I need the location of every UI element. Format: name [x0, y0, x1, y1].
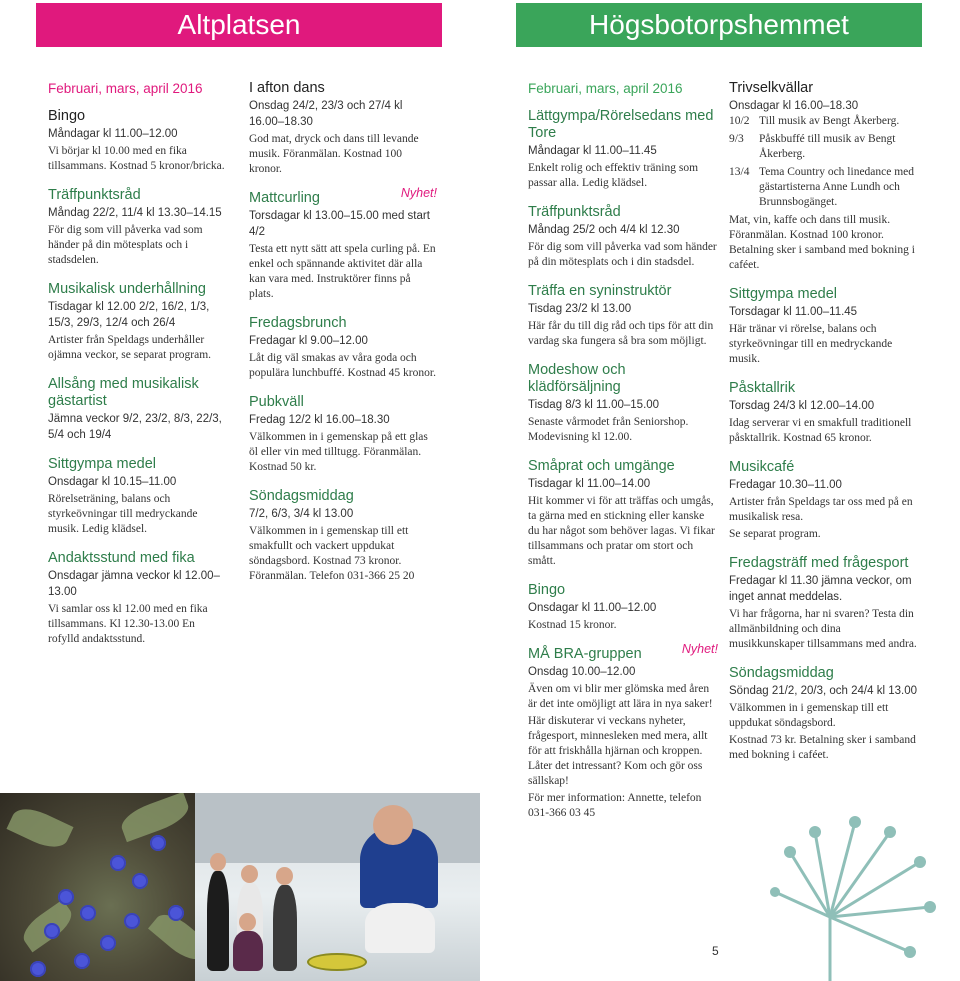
activity-desc: Testa ett nytt sätt att spela curling på. En enkel och spännande aktivitet där alla kan vara med. Instruktörer finns på plats. — [249, 243, 436, 300]
activity-desc: Välkommen in i gemenskap till ett uppdukat söndagsbord. — [729, 702, 889, 729]
activity-ma-bra-gruppen — [528, 642, 718, 821]
activity-title: Fredagsbrunch — [249, 315, 347, 331]
activity-contact: För mer information: Annette, telefon 031-366 03 45 — [528, 792, 702, 819]
activity-title: Bingo — [48, 108, 86, 124]
activity-title: Träffpunktsråd — [528, 204, 621, 220]
activity-title-text: Mattcurling — [249, 190, 320, 206]
banner-altplatsen: Altplatsen — [36, 3, 442, 47]
activity-pubkvall — [249, 394, 437, 475]
activity-desc: Enkelt rolig och effektiv träning som passar alla. Ledig klädsel. — [528, 162, 699, 189]
activity-time: Tisdagar kl 12.00 2/2, 16/2, 1/3, 15/3, 29/3, 12/4 och 26/4 — [48, 301, 210, 329]
activity-desc: Även om vi blir mer glömska med åren är det inte omöjligt att lära in nya saker! — [528, 683, 713, 710]
activity-desc-2: Se separat program. — [729, 528, 821, 540]
activity-smaprat — [528, 458, 718, 569]
period-heading: Februari, mars, april 2016 — [48, 81, 203, 96]
activity-desc: Vi har frågorna, har ni svaren? Testa din allmänbildning och dina musikkunskaper tillsammans med andra. — [729, 608, 917, 650]
activity-title: Pubkväll — [249, 394, 304, 410]
activity-allsang — [48, 376, 226, 443]
activity-title: Modeshow och klädförsäljning — [528, 362, 626, 395]
activity-trivselkvallar — [729, 80, 919, 273]
page-number: 5 — [712, 944, 719, 958]
activity-traffpunktsrad — [528, 204, 718, 270]
activity-modeshow — [528, 362, 718, 445]
activity-time: Fredag 12/2 kl 16.00–18.30 — [249, 414, 390, 426]
activity-desc: Här får du till dig råd och tips för att din vardag ska fungera så bra som möjligt. — [528, 320, 714, 347]
activity-desc: Kostnad 15 kronor. — [528, 619, 617, 631]
nyhet-badge: Nyhet! — [400, 186, 437, 200]
activity-time: 7/2, 6/3, 3/4 kl 13.00 — [249, 508, 354, 520]
activity-bingo — [48, 108, 226, 174]
activity-title: Allsång med musikalisk gästartist — [48, 376, 199, 409]
photo-blue-anemones — [0, 793, 222, 981]
dandelion-decoration — [770, 812, 940, 981]
activity-desc: Rörelseträning, balans och styrkeövningar till medryckande musik. Ledig klädsel. — [48, 493, 198, 535]
activity-time: Onsdagar kl 10.15–11.00 — [48, 476, 177, 488]
activity-desc: Senaste vårmodet från Seniorshop. Modevisning kl 12.00. — [528, 416, 689, 443]
activity-title — [249, 186, 437, 207]
activity-title: Träffpunktsråd — [48, 187, 141, 203]
activity-title-text: MÅ BRA-gruppen — [528, 646, 642, 662]
activity-time: Måndagar kl 11.00–12.00 — [48, 128, 178, 140]
activity-title: Påsktallrik — [729, 380, 796, 396]
activity-bingo — [528, 582, 718, 633]
schedule-date: 13/4 — [729, 166, 750, 178]
photo-mattcurling — [195, 793, 480, 981]
activity-desc: Mat, vin, kaffe och dans till musik. Föranmälan. Kostnad 100 kronor. Betalning sker i samband med bokning i caféet. — [729, 214, 915, 271]
activity-musikalisk-underhallning — [48, 281, 226, 363]
activity-desc: Vi börjar kl 10.00 med en fika tillsammans. Kostnad 5 kronor/bricka. — [48, 145, 225, 172]
schedule-text: Tema Country och linedance med gästartisterna Anne Lundh och Brunnsbogänget. — [759, 166, 915, 208]
activity-desc: Idag serverar vi en smakfull traditionell påsktallrik. Kostnad 65 kronor. — [729, 417, 912, 444]
activity-title: Bingo — [528, 582, 566, 598]
banner-hogsbotorpshemmet: Högsbotorpshemmet — [516, 3, 922, 47]
activity-lattgympa — [528, 108, 718, 191]
activity-musikcafe — [729, 459, 919, 542]
activity-desc: Välkommen in i gemenskap på ett glas öl eller vin med tilltugg. Föranmälan. Kostnad 50 kr. — [249, 431, 428, 473]
activity-title: Söndagsmiddag — [249, 488, 354, 504]
schedule-date: 9/3 — [729, 133, 744, 145]
activity-mattcurling — [249, 186, 437, 302]
activity-title — [528, 642, 718, 663]
activity-time: Tisdag 23/2 kl 13.00 — [528, 303, 632, 315]
period-heading: Februari, mars, april 2016 — [528, 81, 683, 96]
activity-time: Fredagar kl 11.30 jämna veckor, om inget annat meddelas. — [729, 575, 912, 603]
activity-fredagstraff — [729, 555, 919, 652]
activity-desc: Hit kommer vi för att träffas och umgås, ta gärna med en stickning eller kanske du har något som behöver lagas. Vi fikar tillsammans och pratar om stort och smått. — [528, 495, 715, 567]
curling-stone — [307, 953, 367, 971]
activity-time: Måndagar kl 11.00–11.45 — [528, 145, 657, 157]
activity-desc: För dig som vill påverka vad som händer på din mötesplats och i stadsdelen. — [48, 224, 203, 266]
activity-pasktallrik — [729, 380, 919, 446]
activity-title: Sittgympa medel — [729, 286, 837, 302]
activity-desc: Vi samlar oss kl 12.00 med en fika tillsammans. Kl 12.30-13.00 En rofylld andaktsstund. — [48, 603, 208, 645]
activity-sittgympa — [48, 456, 226, 537]
activity-time: Fredagar 10.30–11.00 — [729, 479, 842, 491]
activity-time: Tisdag 8/3 kl 11.00–15.00 — [528, 399, 660, 411]
activity-time: Onsdagar kl 16.00–18.30 — [729, 100, 859, 112]
activity-i-afton-dans — [249, 80, 437, 177]
activity-desc: Artister från Speldags underhåller ojämna veckor, se separat program. — [48, 334, 212, 361]
activity-desc-2: Kostnad 73 kr. Betalning sker i samband med bokning i caféet. — [729, 734, 916, 761]
activity-time: Onsdag 10.00–12.00 — [528, 666, 636, 678]
activity-traffpunktsrad — [48, 187, 226, 268]
activity-desc: Låt dig väl smakas av våra goda och populära lunchbuffé. Kostnad 45 kronor. — [249, 352, 436, 379]
activity-time: Torsdag 24/3 kl 12.00–14.00 — [729, 400, 875, 412]
schedule-text: Påskbuffé till musik av Bengt Åkerberg. — [759, 133, 896, 160]
activity-time: Söndag 21/2, 20/3, och 24/4 kl 13.00 — [729, 685, 917, 697]
column-altplatsen-1 — [48, 80, 226, 660]
activity-time: Jämna veckor 9/2, 23/2, 8/3, 22/3, 5/4 och 19/4 — [48, 413, 222, 441]
schedule-text: Till musik av Bengt Åkerberg. — [759, 115, 900, 127]
schedule-row — [729, 114, 919, 129]
activity-desc: God mat, dryck och dans till levande musik. Föranmälan. Kostnad 100 kronor. — [249, 133, 419, 175]
activity-title: Andaktsstund med fika — [48, 550, 195, 566]
activity-time: Måndag 25/2 och 4/4 kl 12.30 — [528, 224, 680, 236]
activity-desc: Välkommen in i gemenskap till ett smakfullt och vackert uppdukat söndagsbord. Kostnad 73 kronor. Föranmälan. Telefon 031-366 25 20 — [249, 525, 415, 582]
column-hogsbotorp-2 — [729, 80, 919, 776]
activity-time: Tisdagar kl 11.00–14.00 — [528, 478, 651, 490]
activity-fredagsbrunch — [249, 315, 437, 381]
activity-time: Fredagar kl 9.00–12.00 — [249, 335, 368, 347]
activity-time: Onsdag 24/2, 23/3 och 27/4 kl 16.00–18.30 — [249, 100, 403, 128]
activity-desc: För dig som vill påverka vad som händer på din mötesplats och i din stadsdel. — [528, 241, 717, 268]
activity-title: Fredagsträff med frågesport — [729, 555, 909, 571]
activity-desc: Här tränar vi rörelse, balans och styrkeövningar till en medryckande musik. — [729, 323, 893, 365]
activity-title: I afton dans — [249, 80, 325, 96]
activity-title: Musikalisk underhållning — [48, 281, 206, 297]
activity-time: Onsdagar kl 11.00–12.00 — [528, 602, 657, 614]
activity-time: Onsdagar jämna veckor kl 12.00–13.00 — [48, 570, 220, 598]
activity-title: Musikcafé — [729, 459, 795, 475]
activity-title: Lättgympa/Rörelsedans med Tore — [528, 108, 714, 141]
activity-sittgympa — [729, 286, 919, 367]
activity-time: Måndag 22/2, 11/4 kl 13.30–14.15 — [48, 207, 222, 219]
schedule-date: 10/2 — [729, 115, 750, 127]
activity-time: Torsdagar kl 11.00–11.45 — [729, 306, 858, 318]
activity-syninstruktor — [528, 283, 718, 349]
activity-sondagsmiddag — [249, 488, 437, 584]
activity-desc: Artister från Speldags tar oss med på en musikalisk resa. — [729, 496, 913, 523]
column-hogsbotorp-1 — [528, 80, 718, 834]
nyhet-badge: Nyhet! — [681, 642, 718, 656]
activity-desc-2: Här diskuterar vi veckans nyheter, frågesport, minnesleken med mera, allt för att friskhålla hjärnan och kroppen. Låter det intressant? Kom och gör oss sällskap! — [528, 715, 708, 787]
schedule-row — [729, 132, 919, 162]
activity-andaktsstund — [48, 550, 226, 647]
activity-title: Sittgympa medel — [48, 456, 156, 472]
activity-title: Träffa en syninstruktör — [528, 283, 672, 299]
activity-title: Söndagsmiddag — [729, 665, 834, 681]
activity-sondagsmiddag — [729, 665, 919, 763]
column-altplatsen-2 — [249, 80, 437, 597]
activity-title: Trivselkvällar — [729, 80, 814, 96]
activity-title: Småprat och umgänge — [528, 458, 675, 474]
activity-time: Torsdagar kl 13.00–15.00 med start 4/2 — [249, 210, 430, 238]
schedule-row — [729, 165, 919, 210]
